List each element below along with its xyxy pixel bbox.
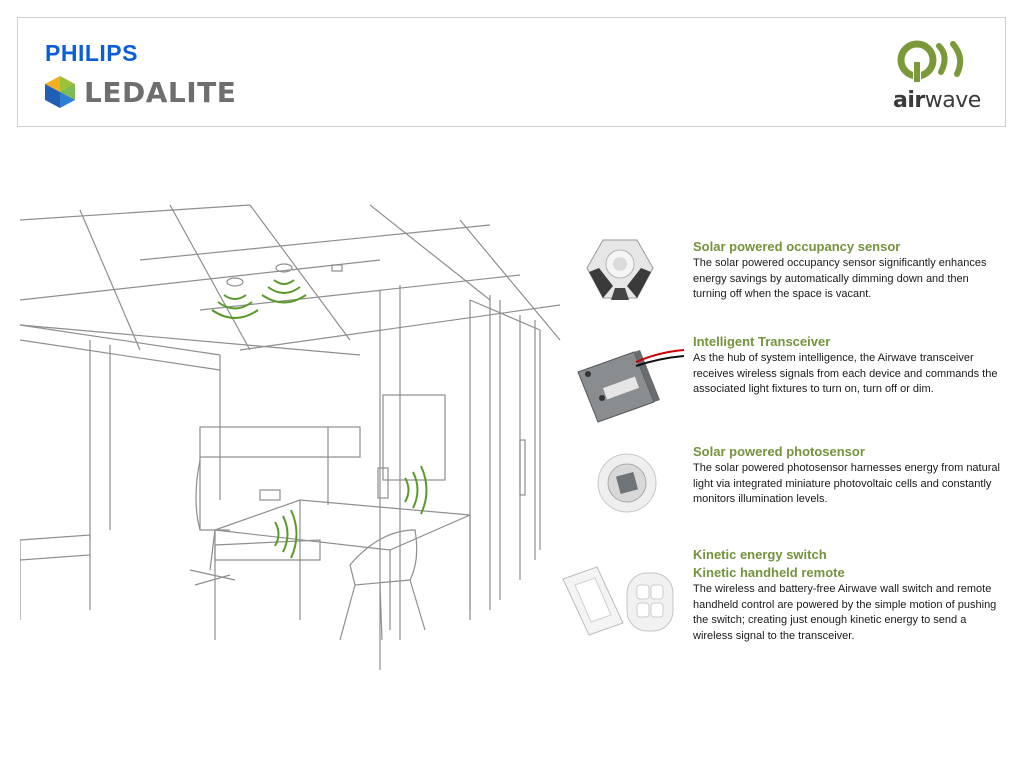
header-banner	[17, 17, 1006, 127]
transceiver-image	[574, 342, 684, 427]
occupancy-sensor-image	[585, 238, 655, 302]
office-illustration	[20, 200, 565, 680]
airwave-wordmark	[893, 88, 981, 113]
feature-occupancy-sensor	[693, 238, 1003, 303]
feature-description: As the hub of system intelligence, the Airwave transceiver receives wireless signals from each device and commands the associated light fixtures to turn on, turn off or dim.	[693, 352, 998, 395]
feature-subtitle: Kinetic handheld remote	[693, 565, 845, 580]
feature-title: Intelligent Transceiver	[693, 334, 831, 349]
feature-title: Kinetic energy switch	[693, 547, 827, 562]
kinetic-switch-and-remote-image	[557, 563, 684, 640]
feature-transceiver	[693, 333, 1003, 398]
wireless-signal-icon	[212, 280, 427, 558]
ledalite-wordmark: LEDALITE	[84, 75, 237, 109]
airwave-wordmark-light: wave	[924, 88, 981, 113]
feature-description: The wireless and battery-free Airwave wall switch and remote handheld control are powered by the simple motion of pushing the switch; creating just enough kinetic energy to send a wireless signal to the transceiver.	[693, 583, 997, 642]
feature-photosensor	[693, 443, 1003, 508]
feature-kinetic-switch	[693, 546, 1003, 644]
airwave-wordmark-bold: air	[893, 88, 925, 113]
feature-title: Solar powered occupancy sensor	[693, 239, 901, 254]
philips-logo: PHILIPS	[45, 40, 138, 66]
airwave-symbol-icon	[891, 38, 981, 86]
photosensor-image	[596, 452, 658, 514]
feature-description: The solar powered occupancy sensor significantly enhances energy savings by automatically dimming down and then turning off when the space is vacant.	[693, 257, 987, 300]
ledalite-cube-icon	[44, 75, 76, 109]
ledalite-logo	[44, 74, 236, 110]
airwave-logo	[891, 38, 983, 118]
feature-description: The solar powered photosensor harnesses energy from natural light via integrated miniature photovoltaic cells and constantly monitors illumination levels.	[693, 462, 1000, 505]
feature-title: Solar powered photosensor	[693, 444, 865, 459]
